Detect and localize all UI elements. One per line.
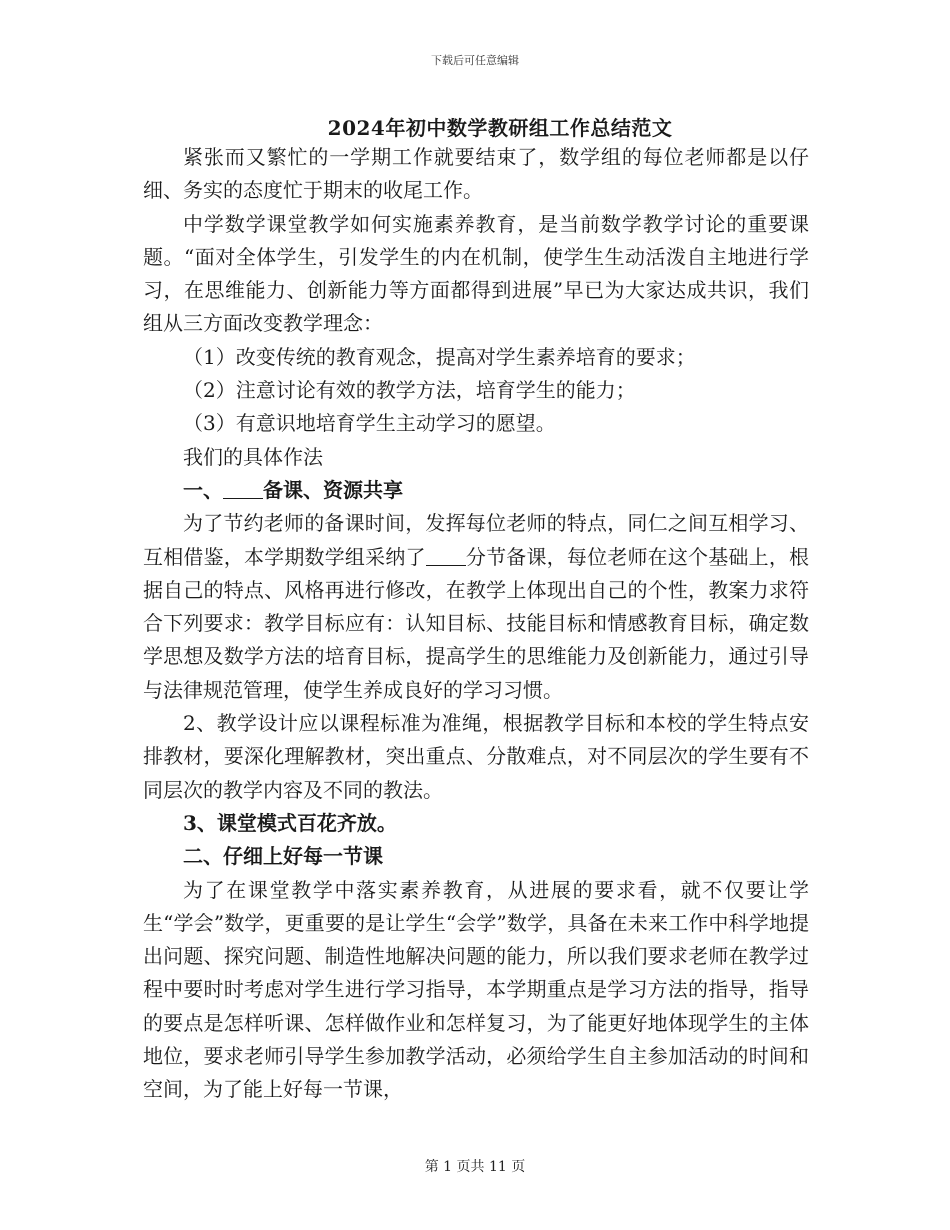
paragraph-classroom-teaching: 为了在课堂教学中落实素养教育，从进展的要求看，就不仅要让学生“学会”数学，更重要的是让学生“会学”数学，具备在未来工作中科学地提出问题、探究问题、制造性地解决问题的能力，所以我们要求老师在教学过程中要时时考虑对学生进行学习指导，本学期重点是学习方法的指导，指导的要点是怎样听课、怎样做作业和怎样复习，为了能更好地体现学生的主体地位，要求老师引导学生参加教学活动，必须给学生自主参加活动的时间和空间，为了能上好每一节课， [143,877,809,1102]
section-heading-1-suffix: 备课、资源共享 [263,477,403,502]
paragraph-classroom-mode: 3、课堂模式百花齐放。 [183,810,397,835]
section-heading-1-prefix: 一、 [183,477,223,502]
paragraph-intro: 紧张而又繁忙的一学期工作就要结束了，数学组的每位老师都是以仔细、务实的态度忙于期末的收尾工作。 [143,145,809,203]
document-body [143,141,809,1107]
lesson-prep-before: 为了节约老师的备课时间，发挥每位老师的特点，同仁之间互相学习、互相借鉴，本学期数学组采纳了 [143,511,809,569]
fill-blank [426,545,466,566]
paragraph-teaching-philosophy: 中学数学课堂教学如何实施素养教育，是当前数学教学讨论的重要课题。“面对全体学生，引发学生的内在机制，使学生生动活泼自主地进行学习，在思维能力、创新能力等方面都得到进展”早已为大家达成共识，我们组从三方面改变教学理念： [143,211,809,336]
list-item-2: （2）注意讨论有效的教学方法，培育学生的能力； [183,378,636,403]
paragraph-methods-intro: 我们的具体作法 [183,444,323,469]
list-item-3: （3）有意识地培育学生主动学习的愿望。 [183,411,556,436]
fill-blank [223,478,263,499]
section-heading-2: 二、仔细上好每一节课 [183,844,383,869]
page-header-note: 下载后可任意编辑 [431,54,519,67]
list-item-1: （1）改变传统的教育观念，提高对学生素养培育的要求； [183,344,696,369]
document-title: 2024年初中数学教研组工作总结范文 [327,116,673,140]
paragraph-teaching-design: 2、教学设计应以课程标准为准绳，根据教学目标和本校的学生特点安排教材，要深化理解教材，突出重点、分散难点，对不同层次的学生要有不同层次的教学内容及不同的教法。 [143,711,809,802]
page-number: 第 1 页共 11 页 [424,1159,526,1175]
paragraph-lesson-prep [143,507,809,707]
section-heading-1 [143,474,809,507]
lesson-prep-after: 分节备课，每位老师在这个基础上，根据自己的特点、风格再进行修改，在教学上体现出自己的个性，教案力求符合下列要求：教学目标应有：认知目标、技能目标和情感教育目标，确定数学思想及数学方法的培育目标，提高学生的思维能力及创新能力，通过引导与法律规范管理，使学生养成良好的学习习惯。 [143,544,810,702]
